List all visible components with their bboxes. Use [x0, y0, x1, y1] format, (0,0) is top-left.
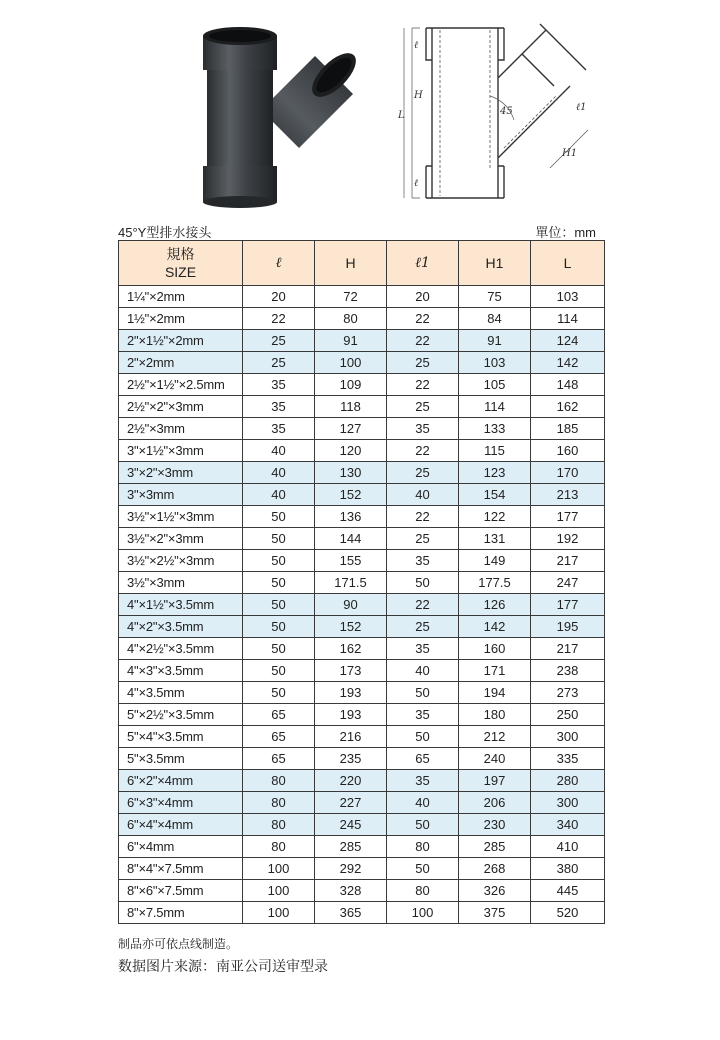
table-row	[119, 484, 605, 506]
cell-l: 80	[243, 814, 315, 836]
cell-l: 40	[243, 462, 315, 484]
table-row	[119, 902, 605, 924]
cell-H1: 375	[459, 902, 531, 924]
table-row	[119, 858, 605, 880]
cell-L: 300	[531, 726, 605, 748]
cell-L: 273	[531, 682, 605, 704]
cell-l: 40	[243, 440, 315, 462]
cell-l1: 80	[387, 880, 459, 902]
table-row	[119, 594, 605, 616]
technical-drawing	[390, 18, 590, 208]
cell-l1: 35	[387, 704, 459, 726]
cell-l1: 22	[387, 374, 459, 396]
cell-size: 2½"×1½"×2.5mm	[119, 374, 243, 396]
header-size-zh: 規格	[166, 246, 195, 262]
cell-H: 171.5	[315, 572, 387, 594]
cell-H1: 115	[459, 440, 531, 462]
source-text: 数据图片来源：南亚公司送审型录	[118, 958, 328, 974]
table-row	[119, 770, 605, 792]
header-L: L	[531, 241, 605, 286]
cell-l1: 22	[387, 594, 459, 616]
cell-H: 285	[315, 836, 387, 858]
cell-size: 2"×2mm	[119, 352, 243, 374]
table-row	[119, 660, 605, 682]
spec-table-body	[119, 286, 605, 924]
table-row	[119, 638, 605, 660]
cell-l: 80	[243, 770, 315, 792]
cell-H: 100	[315, 352, 387, 374]
cell-H1: 103	[459, 352, 531, 374]
cell-size: 3½"×3mm	[119, 572, 243, 594]
cell-L: 185	[531, 418, 605, 440]
cell-H: 245	[315, 814, 387, 836]
cell-L: 177	[531, 594, 605, 616]
cell-H: 328	[315, 880, 387, 902]
cell-H: 365	[315, 902, 387, 924]
cell-H1: 212	[459, 726, 531, 748]
spec-table	[118, 240, 605, 924]
cell-l: 40	[243, 484, 315, 506]
cell-size: 5"×4"×3.5mm	[119, 726, 243, 748]
table-row	[119, 792, 605, 814]
cell-size: 8"×4"×7.5mm	[119, 858, 243, 880]
cell-l: 25	[243, 330, 315, 352]
cell-size: 6"×3"×4mm	[119, 792, 243, 814]
cell-size: 3½"×2"×3mm	[119, 528, 243, 550]
header-H1: H1	[459, 241, 531, 286]
cell-L: 160	[531, 440, 605, 462]
cell-size: 2"×1½"×2mm	[119, 330, 243, 352]
cell-l: 80	[243, 836, 315, 858]
table-row	[119, 572, 605, 594]
cell-H: 193	[315, 682, 387, 704]
cell-H1: 194	[459, 682, 531, 704]
note-text: 制品亦可依点线制造。	[118, 937, 239, 951]
dim-label-L: L	[398, 110, 405, 121]
cell-H1: 160	[459, 638, 531, 660]
cell-l: 50	[243, 682, 315, 704]
cell-H1: 133	[459, 418, 531, 440]
cell-size: 2½"×2"×3mm	[119, 396, 243, 418]
cell-l1: 80	[387, 836, 459, 858]
cell-l1: 25	[387, 616, 459, 638]
cell-l: 20	[243, 286, 315, 308]
cell-l1: 35	[387, 550, 459, 572]
cell-size: 4"×2½"×3.5mm	[119, 638, 243, 660]
cell-H1: 285	[459, 836, 531, 858]
cell-l1: 40	[387, 792, 459, 814]
cell-l1: 40	[387, 484, 459, 506]
cell-size: 6"×4mm	[119, 836, 243, 858]
header-size-en: SIZE	[164, 264, 197, 280]
cell-size: 4"×3.5mm	[119, 682, 243, 704]
cell-H1: 142	[459, 616, 531, 638]
cell-H: 118	[315, 396, 387, 418]
cell-l1: 25	[387, 352, 459, 374]
cell-l: 100	[243, 902, 315, 924]
cell-l: 65	[243, 704, 315, 726]
cell-H1: 197	[459, 770, 531, 792]
dim-label-H1: H1	[562, 148, 578, 159]
cell-L: 114	[531, 308, 605, 330]
cell-L: 335	[531, 748, 605, 770]
table-row	[119, 286, 605, 308]
cell-l1: 50	[387, 726, 459, 748]
cell-l1: 22	[387, 440, 459, 462]
cell-L: 124	[531, 330, 605, 352]
cell-l: 35	[243, 396, 315, 418]
table-row	[119, 462, 605, 484]
cell-L: 340	[531, 814, 605, 836]
cell-L: 445	[531, 880, 605, 902]
cell-l1: 40	[387, 660, 459, 682]
cell-l1: 20	[387, 286, 459, 308]
cell-l1: 50	[387, 814, 459, 836]
cell-l: 65	[243, 726, 315, 748]
cell-l: 50	[243, 550, 315, 572]
cell-H1: 206	[459, 792, 531, 814]
cell-size: 8"×6"×7.5mm	[119, 880, 243, 902]
table-row	[119, 814, 605, 836]
cell-l: 50	[243, 594, 315, 616]
table-row	[119, 748, 605, 770]
cell-H1: 91	[459, 330, 531, 352]
cell-H: 130	[315, 462, 387, 484]
table-row	[119, 682, 605, 704]
cell-l1: 35	[387, 418, 459, 440]
cell-L: 520	[531, 902, 605, 924]
cell-size: 1½"×2mm	[119, 308, 243, 330]
cell-H: 127	[315, 418, 387, 440]
cell-l: 50	[243, 506, 315, 528]
cell-size: 5"×2½"×3.5mm	[119, 704, 243, 726]
cell-l: 50	[243, 638, 315, 660]
cell-H: 173	[315, 660, 387, 682]
cell-H: 220	[315, 770, 387, 792]
cell-H: 80	[315, 308, 387, 330]
cell-H1: 149	[459, 550, 531, 572]
cell-H1: 105	[459, 374, 531, 396]
cell-H1: 123	[459, 462, 531, 484]
cell-H1: 268	[459, 858, 531, 880]
cell-l1: 22	[387, 506, 459, 528]
cell-size: 5"×3.5mm	[119, 748, 243, 770]
cell-H: 152	[315, 484, 387, 506]
cell-l: 25	[243, 352, 315, 374]
table-row	[119, 330, 605, 352]
cell-H: 162	[315, 638, 387, 660]
cell-size: 4"×2"×3.5mm	[119, 616, 243, 638]
cell-L: 300	[531, 792, 605, 814]
unit-label: 單位：mm	[535, 225, 596, 240]
cell-H1: 75	[459, 286, 531, 308]
cell-H1: 240	[459, 748, 531, 770]
cell-l: 35	[243, 418, 315, 440]
table-row	[119, 308, 605, 330]
header-row	[119, 241, 605, 286]
cell-l: 100	[243, 880, 315, 902]
cell-H1: 326	[459, 880, 531, 902]
header-l: ℓ	[243, 241, 315, 286]
cell-H1: 230	[459, 814, 531, 836]
table-row	[119, 704, 605, 726]
cell-l1: 35	[387, 638, 459, 660]
cell-l: 50	[243, 528, 315, 550]
cell-l1: 25	[387, 462, 459, 484]
cell-H: 216	[315, 726, 387, 748]
cell-H: 109	[315, 374, 387, 396]
table-row	[119, 880, 605, 902]
table-caption	[118, 220, 604, 240]
cell-H1: 171	[459, 660, 531, 682]
cell-L: 247	[531, 572, 605, 594]
cell-l1: 50	[387, 572, 459, 594]
cell-l: 50	[243, 616, 315, 638]
cell-L: 162	[531, 396, 605, 418]
cell-H: 292	[315, 858, 387, 880]
cell-H1: 122	[459, 506, 531, 528]
cell-H: 91	[315, 330, 387, 352]
cell-H1: 180	[459, 704, 531, 726]
cell-l: 65	[243, 748, 315, 770]
dim-label-l-top: ℓ	[414, 40, 419, 51]
dim-label-l-bottom: ℓ	[414, 178, 419, 189]
cell-L: 148	[531, 374, 605, 396]
cell-l: 50	[243, 572, 315, 594]
cell-size: 3½"×1½"×3mm	[119, 506, 243, 528]
cell-size: 3"×3mm	[119, 484, 243, 506]
table-row	[119, 726, 605, 748]
cell-L: 195	[531, 616, 605, 638]
cell-L: 177	[531, 506, 605, 528]
table-row	[119, 418, 605, 440]
table-row	[119, 352, 605, 374]
cell-l: 35	[243, 374, 315, 396]
table-row	[119, 550, 605, 572]
cell-L: 213	[531, 484, 605, 506]
cell-size: 3"×1½"×3mm	[119, 440, 243, 462]
cell-H: 235	[315, 748, 387, 770]
table-title: 45°Y型排水接头	[118, 225, 212, 240]
cell-H1: 177.5	[459, 572, 531, 594]
cell-L: 142	[531, 352, 605, 374]
header-size	[119, 241, 243, 286]
cell-H: 193	[315, 704, 387, 726]
cell-H: 136	[315, 506, 387, 528]
dim-label-l1: ℓ1	[576, 102, 587, 113]
cell-L: 280	[531, 770, 605, 792]
cell-l: 100	[243, 858, 315, 880]
cell-l: 80	[243, 792, 315, 814]
cell-L: 380	[531, 858, 605, 880]
cell-l1: 50	[387, 858, 459, 880]
cell-H1: 154	[459, 484, 531, 506]
cell-l1: 50	[387, 682, 459, 704]
cell-L: 238	[531, 660, 605, 682]
cell-size: 4"×1½"×3.5mm	[119, 594, 243, 616]
cell-H1: 114	[459, 396, 531, 418]
cell-H: 144	[315, 528, 387, 550]
cell-l1: 100	[387, 902, 459, 924]
cell-L: 410	[531, 836, 605, 858]
cell-H1: 126	[459, 594, 531, 616]
cell-size: 3½"×2½"×3mm	[119, 550, 243, 572]
cell-l1: 25	[387, 528, 459, 550]
table-row	[119, 528, 605, 550]
cell-L: 170	[531, 462, 605, 484]
product-photo	[195, 18, 365, 208]
cell-L: 103	[531, 286, 605, 308]
cell-H: 152	[315, 616, 387, 638]
cell-L: 250	[531, 704, 605, 726]
cell-l1: 65	[387, 748, 459, 770]
cell-l: 50	[243, 660, 315, 682]
cell-size: 6"×2"×4mm	[119, 770, 243, 792]
cell-H: 72	[315, 286, 387, 308]
cell-size: 1¼"×2mm	[119, 286, 243, 308]
cell-l1: 22	[387, 308, 459, 330]
cell-L: 217	[531, 638, 605, 660]
cell-size: 3"×2"×3mm	[119, 462, 243, 484]
table-row	[119, 440, 605, 462]
cell-H: 120	[315, 440, 387, 462]
cell-size: 2½"×3mm	[119, 418, 243, 440]
table-row	[119, 396, 605, 418]
dim-label-H: H	[414, 90, 423, 101]
cell-L: 192	[531, 528, 605, 550]
cell-l1: 22	[387, 330, 459, 352]
cell-H: 90	[315, 594, 387, 616]
cell-H1: 84	[459, 308, 531, 330]
table-row	[119, 836, 605, 858]
cell-size: 6"×4"×4mm	[119, 814, 243, 836]
cell-l1: 25	[387, 396, 459, 418]
cell-H: 155	[315, 550, 387, 572]
cell-H1: 131	[459, 528, 531, 550]
cell-size: 8"×7.5mm	[119, 902, 243, 924]
table-row	[119, 374, 605, 396]
cell-l: 22	[243, 308, 315, 330]
cell-L: 217	[531, 550, 605, 572]
header-H: H	[315, 241, 387, 286]
header-l1: ℓ1	[387, 241, 459, 286]
angle-label: 45	[500, 106, 513, 117]
table-row	[119, 506, 605, 528]
table-row	[119, 616, 605, 638]
cell-H: 227	[315, 792, 387, 814]
cell-size: 4"×3"×3.5mm	[119, 660, 243, 682]
cell-l1: 35	[387, 770, 459, 792]
